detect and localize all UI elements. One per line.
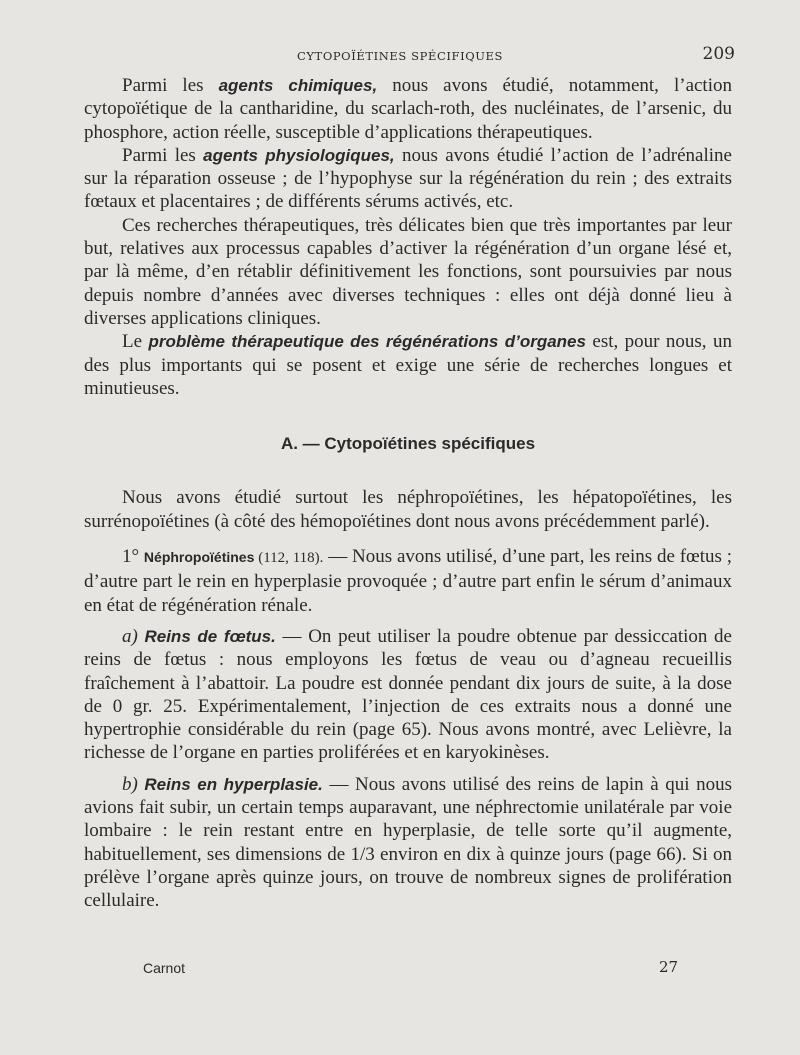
emphasis: Reins de fœtus. [137,626,276,646]
paragraph-reins-foetus [84,625,732,765]
text-run: est, pour nous, un des plus importants qui se posent et exige une série de recherches longues et minutieuses. [84,331,732,399]
paragraph-intro: Nous avons étudié surtout les néphropoïétines, les hépatopoïétines, les surrénopoïétines (à côté des hémopoïétines dont nous avons précédemment parlé). [84,487,732,532]
text-run: — Nous avons utilisé, d’une part, les reins de fœtus ; d’autre part le rein en hyperplasie provoquée ; d’autre part enfin le sérum d’animaux en état de régénération rénale. [84,546,732,616]
text-run: Parmi les [122,144,204,166]
emphasis: Reins en hyperplasie. [137,774,323,794]
subsection-title: Néphropoïétines [143,549,255,566]
signature-mark: 27 [659,958,679,976]
spacer [84,765,732,773]
text-run: — Nous avons utilisé des reins de lapin à qui nous avions fait subir, un certain temps auparavant, une néphrectomie unilatérale par voie lombaire : le rein restant entre en hyperplasie, de telle sorte qu’il augmente, habituellement, ses dimensions de 1/3 environ en dix à quinze jours (page 66). Si on prélève l’organe après quinze jours, on trouve de nombreux signes de prolifération cellulaire. [84,773,732,912]
footer-author: Carnot [143,960,186,976]
emphasis: agents chimiques, [218,76,378,95]
body-text [84,74,732,913]
emphasis: problème thérapeutique des régénérations d’organes [148,332,586,352]
spacer [84,533,732,545]
running-header: CYTOPOÏÉTINES SPÉCIFIQUES [296,49,504,63]
text-run: nous avons étudié l’action de l’adrénaline sur la réparation osseuse ; de l’hypophyse sur la régénération du rein ; des extraits fœtaux et placentaires ; de différents sérums activés, etc. [84,144,732,213]
text-run: Le [122,331,149,353]
spacer [84,617,732,625]
paragraph-nephropoietines [84,545,732,617]
section-heading: A. — Cytopoïétines spécifiques [280,434,536,454]
text-run: nous avons étudié, notamment, l’action cytopoïétique de la cantharidine, du scarlach-roth, des nucléinates, de l’arsenic, du phosphore, action réelle, susceptible d’applications thérapeutiques. [84,75,732,143]
item-number: 1° [122,546,144,568]
paragraph-recherches: Ces recherches thérapeutiques, très délicates bien que très importantes par leur but, relatives aux processus capables d’activer la régénération d’un organe lésé et, par là même, d’en rétablir définitivement les fonctions, sont poursuivies par nous depuis nombre d’années avec diverses techniques : elles ont déjà donné lieu à diverses applications cliniques. [84,214,732,329]
text-run: — On peut utiliser la poudre obtenue par dessiccation de reins de fœtus : nous employons les fœtus de veau ou d’agneau recueillis fraîchement à l’abattoir. La poudre est donnée pendant dix jours de suite, à la dose de 0 gr. 25. Expérimentalement, l’injection de ces extraits nous a donné une hypertrophie considérable du rein (page 65). Nous avons montré, avec Lelièvre, la richesse de l’organe en parties proliférées et en karyokinèses. [84,625,732,764]
paragraph-agents-physiologiques [84,144,732,214]
references: (112, 118). [254,550,324,567]
list-marker: b) [122,773,138,795]
paragraph-probleme [84,330,732,400]
emphasis: agents physiologiques, [203,145,395,165]
paragraph-reins-hyperplasie [84,773,732,913]
page-number: 209 [702,44,735,64]
list-marker: a) [122,625,138,647]
text-run: Parmi les [122,75,219,96]
paragraph-agents-chimiques [84,74,732,144]
